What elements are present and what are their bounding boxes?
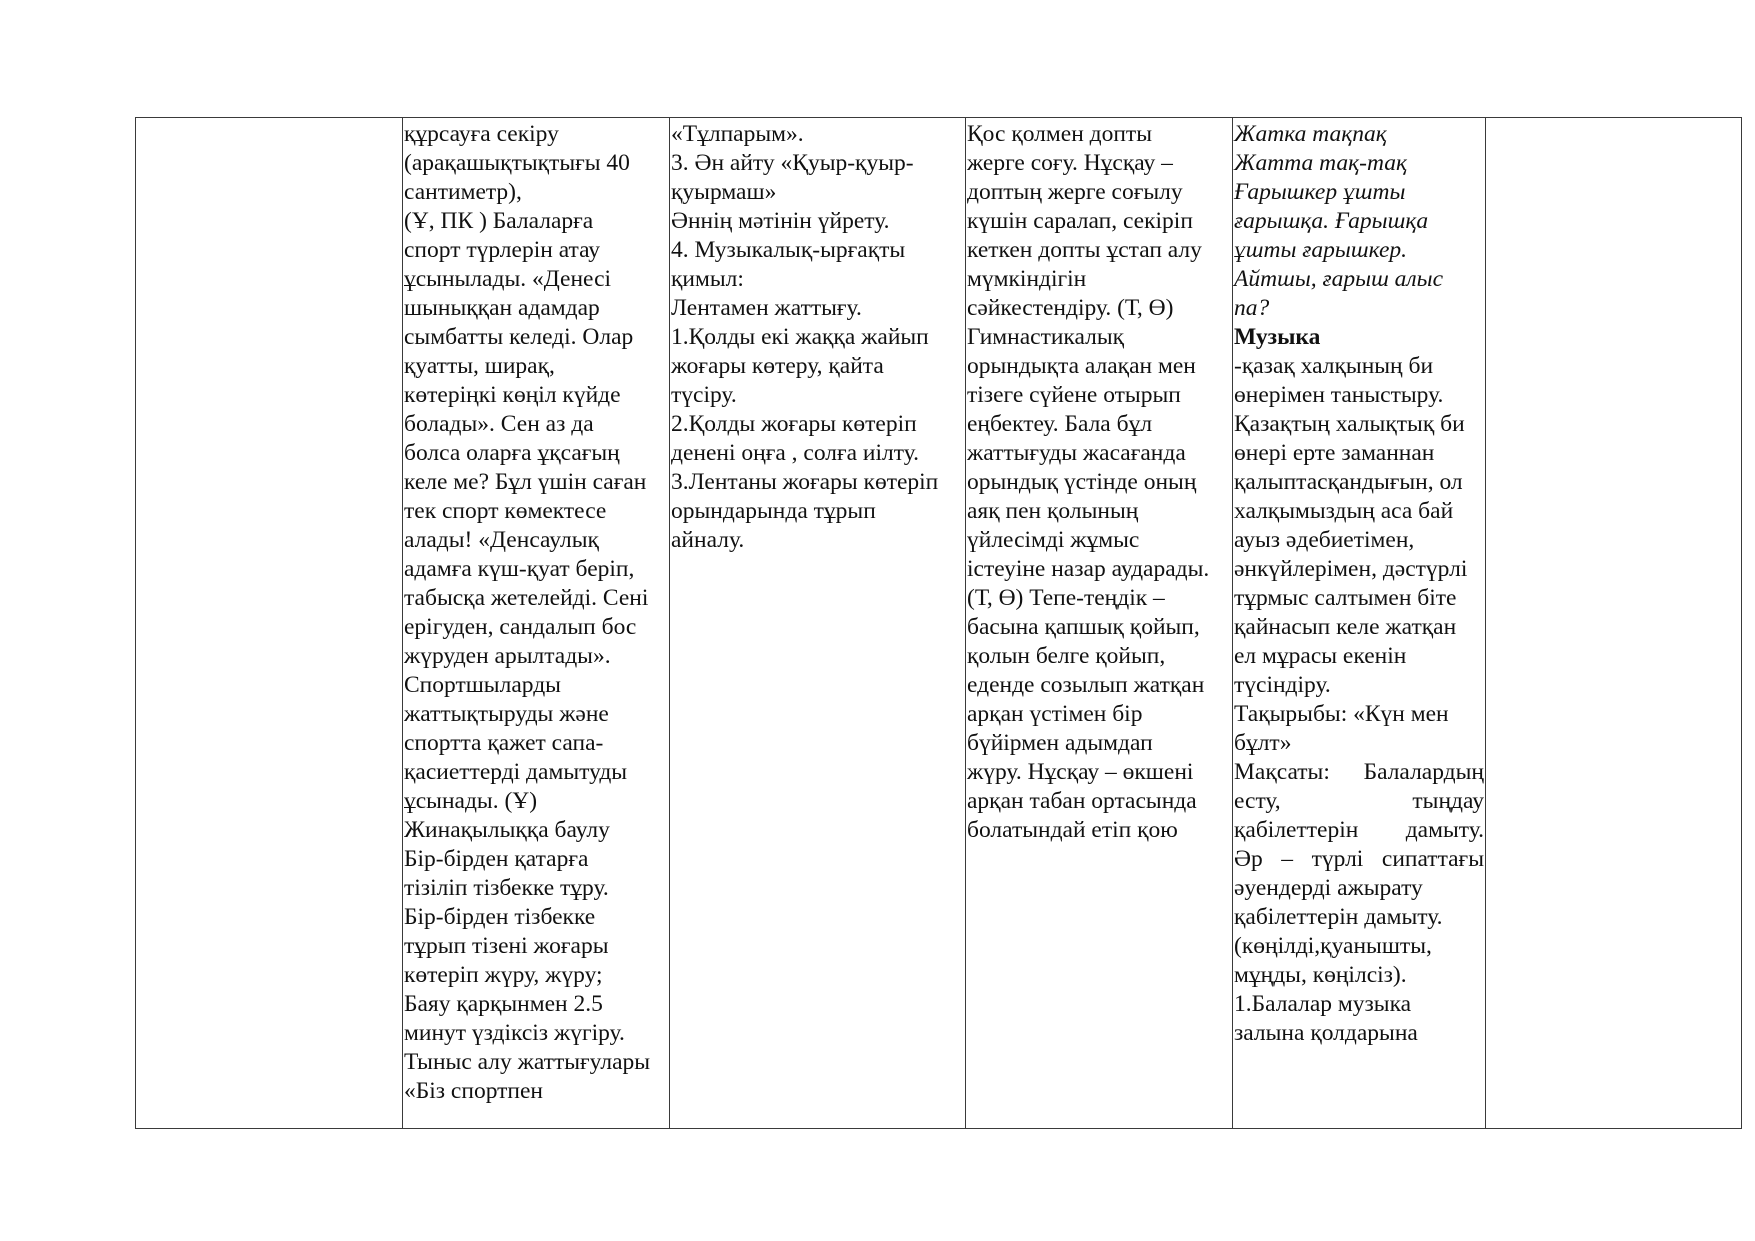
text-line: жерге соғу. Нұсқау – xyxy=(967,150,1173,176)
text-line: келе ме? Бұл үшін саған xyxy=(404,469,647,495)
text-line: -қазақ халқының би xyxy=(1234,353,1434,379)
text-line: қимыл: xyxy=(671,266,744,292)
text-line: 3.Лентаны жоғары көтеріп xyxy=(671,469,939,495)
text-line: шыныққан адамдар xyxy=(404,295,600,321)
poem-block xyxy=(1234,120,1484,323)
text-line: бүйірмен адымдап xyxy=(967,730,1153,756)
text-line: Баяу қарқынмен 2.5 xyxy=(404,991,603,1017)
text-line: қуырмаш» xyxy=(671,179,777,205)
text-line: сымбатты келеді. Олар xyxy=(404,324,634,350)
text-line: Ғарышкер ұшты xyxy=(1234,179,1406,205)
topic-block xyxy=(1234,700,1484,758)
text-line: өнері ерте заманнан xyxy=(1234,440,1435,466)
text-line: залына қолдарына xyxy=(1234,1020,1418,1046)
text-line: ел мұрасы екенін xyxy=(1234,643,1407,669)
text-line: еденде созылып жатқан xyxy=(967,672,1205,698)
text-line: Гимнастикалық xyxy=(967,324,1125,350)
text-line: өнерімен таныстыру. xyxy=(1234,382,1444,408)
text-line: сәйкестендіру. (Т, Ө) xyxy=(967,295,1174,321)
text-line: Жатка тақпақ xyxy=(1234,121,1387,147)
text-line: Бір-бірден қатарға xyxy=(404,846,589,872)
lesson-plan-table xyxy=(135,117,1742,1129)
text-line: «Тұлпарым». xyxy=(671,121,804,147)
text-line: тұрып тізені жоғары xyxy=(404,933,609,959)
text-line: тізеге сүйене отырып xyxy=(967,382,1181,408)
text-line: Қазақтың халықтық би xyxy=(1234,411,1465,437)
text-line: аяқ пен қолының xyxy=(967,498,1139,524)
text-line: орындықта алақан мен xyxy=(967,353,1196,379)
music-description xyxy=(1234,352,1484,700)
text-line: күшін саралап, секіріп xyxy=(967,208,1193,234)
section-heading-music: Музыка xyxy=(1234,324,1321,350)
text-line: 1.Балалар музыка xyxy=(1234,991,1412,1017)
text-line: ауыз әдебиетімен, xyxy=(1234,527,1415,553)
text-line: қабілеттерін дамыту. xyxy=(1234,904,1443,930)
text-line: Қос қолмен допты xyxy=(967,121,1152,147)
text-line: ғарышқа. Ғарышқа xyxy=(1234,208,1429,234)
cell-col4 xyxy=(966,118,1233,1129)
text-line: ұсынады. (Ұ) xyxy=(404,788,538,814)
text-line: кеткен допты ұстап алу xyxy=(967,237,1202,263)
text-line: (Т, Ө) Тепе-теңдік – xyxy=(967,585,1165,611)
goal-line-3: қабілеттерін дамыту. xyxy=(1234,817,1484,843)
text-line: арқан табан ортасында xyxy=(967,788,1197,814)
text-line: Бір-бірден тізбекке xyxy=(404,904,596,930)
text-line: (арақашықтықтығы 40 xyxy=(404,150,630,176)
cell-col5 xyxy=(1233,118,1486,1129)
text-line: жаттығуды жасағанда xyxy=(967,440,1186,466)
text-line: спорт түрлерін атау xyxy=(404,237,601,263)
text-line: денені оңға , солға иілту. xyxy=(671,440,920,466)
text-line: алады! «Денсаулық xyxy=(404,527,599,553)
text-line: әуендерді ажырату xyxy=(1234,875,1423,901)
text-line: Тыныс алу жаттығулары xyxy=(404,1049,651,1075)
text-line: құрсауға секіру xyxy=(404,121,559,147)
table-row xyxy=(136,118,1742,1129)
text-line: түсіндіру. xyxy=(1234,672,1331,698)
text-line: еңбектеу. Бала бұл xyxy=(967,411,1153,437)
text-line: орындарында тұрып xyxy=(671,498,876,524)
text-line: жоғары көтеру, қайта xyxy=(671,353,884,379)
text-line: тек спорт көмектесе xyxy=(404,498,607,524)
text-line: 3. Ән айту «Қуыр-қуыр- xyxy=(671,150,914,176)
text-line: спортта қажет сапа- xyxy=(404,730,604,756)
text-line: «Біз спортпен xyxy=(404,1078,543,1104)
text-line: Спортшыларды xyxy=(404,672,561,698)
text-line: көтеріңкі көңіл күйде xyxy=(404,382,621,408)
text-line: ұшты ғарышкер. xyxy=(1234,237,1408,263)
goal-line-2: есту, тыңдау xyxy=(1234,788,1484,814)
text-line: (көңілді,қуанышты, xyxy=(1234,933,1432,959)
text-line: қалыптасқандығын, ол xyxy=(1234,469,1463,495)
text-line: ұсынылады. «Денесі xyxy=(404,266,612,292)
text-line: 2.Қолды жоғары көтеріп xyxy=(671,411,917,437)
text-line: болады». Сен аз да xyxy=(404,411,594,437)
text-line: (Ұ, ПК ) Балаларға xyxy=(404,208,594,234)
text-line: жүруден арылтады». xyxy=(404,643,611,669)
text-line: айналу. xyxy=(671,527,745,553)
text-line: доптың жерге соғылу xyxy=(967,179,1183,205)
text-line: Жатта тақ-тақ xyxy=(1234,150,1407,176)
text-line: ерігуден, сандалып бос xyxy=(404,614,637,640)
text-line: 4. Музыкалық-ырғақты xyxy=(671,237,906,263)
text-line: 1.Қолды екі жаққа жайып xyxy=(671,324,929,350)
text-line: болатындай етіп қою xyxy=(967,817,1178,843)
text-line: Тақырыбы: «Күн мен xyxy=(1234,701,1449,727)
text-line: мұңды, көңілсіз). xyxy=(1234,962,1407,988)
text-line: істеуіне назар аударады. xyxy=(967,556,1210,582)
text-line: қолын белге қойып, xyxy=(967,643,1166,669)
text-line: көтеріп жүру, жүру; xyxy=(404,962,603,988)
cell-col1 xyxy=(136,118,403,1129)
text-line: үйлесімді жұмыс xyxy=(967,527,1140,553)
text-line: түсіру. xyxy=(671,382,737,408)
text-line: Лентамен жаттығу. xyxy=(671,295,862,321)
text-line: қайнасып келе жатқан xyxy=(1234,614,1457,640)
text-line: арқан үстімен бір xyxy=(967,701,1143,727)
text-line: болса оларға ұқсағың xyxy=(404,440,620,466)
text-line: мүмкіндігін xyxy=(967,266,1087,292)
text-line: сантиметр), xyxy=(404,179,522,205)
text-line: па? xyxy=(1234,295,1270,321)
text-line: қасиеттерді дамытуды xyxy=(404,759,628,785)
text-line: әнкүйлерімен, дәстүрлі xyxy=(1234,556,1468,582)
cell-col2 xyxy=(403,118,670,1129)
text-line: орындық үстінде оның xyxy=(967,469,1197,495)
text-line: минут үздіксіз жүгіру. xyxy=(404,1020,625,1046)
goal-line-4: Әр – түрлі сипаттағы xyxy=(1234,846,1484,872)
goal-line-1: Мақсаты: Балалардың xyxy=(1234,759,1484,785)
text-line: Әннің мәтінін үйрету. xyxy=(671,208,890,234)
text-line: қуатты, ширақ, xyxy=(404,353,555,379)
text-line: халқымыздың аса бай xyxy=(1234,498,1454,524)
text-line: Айтшы, ғарыш алыс xyxy=(1234,266,1444,292)
text-line: тізіліп тізбекке тұру. xyxy=(404,875,609,901)
text-line: табысқа жетелейді. Сені xyxy=(404,585,649,611)
cell-col6 xyxy=(1486,118,1742,1129)
text-line: басына қапшық қойып, xyxy=(967,614,1200,640)
cell-col3 xyxy=(670,118,966,1129)
text-line: адамға күш-қуат беріп, xyxy=(404,556,635,582)
text-line: жаттықтыруды және xyxy=(404,701,609,727)
text-line: тұрмыс салтымен біте xyxy=(1234,585,1457,611)
text-line: бұлт» xyxy=(1234,730,1292,756)
text-line: Жинақылыққа баулу xyxy=(404,817,610,843)
text-line: жүру. Нұсқау – өкшені xyxy=(967,759,1194,785)
goal-block xyxy=(1234,874,1484,1048)
